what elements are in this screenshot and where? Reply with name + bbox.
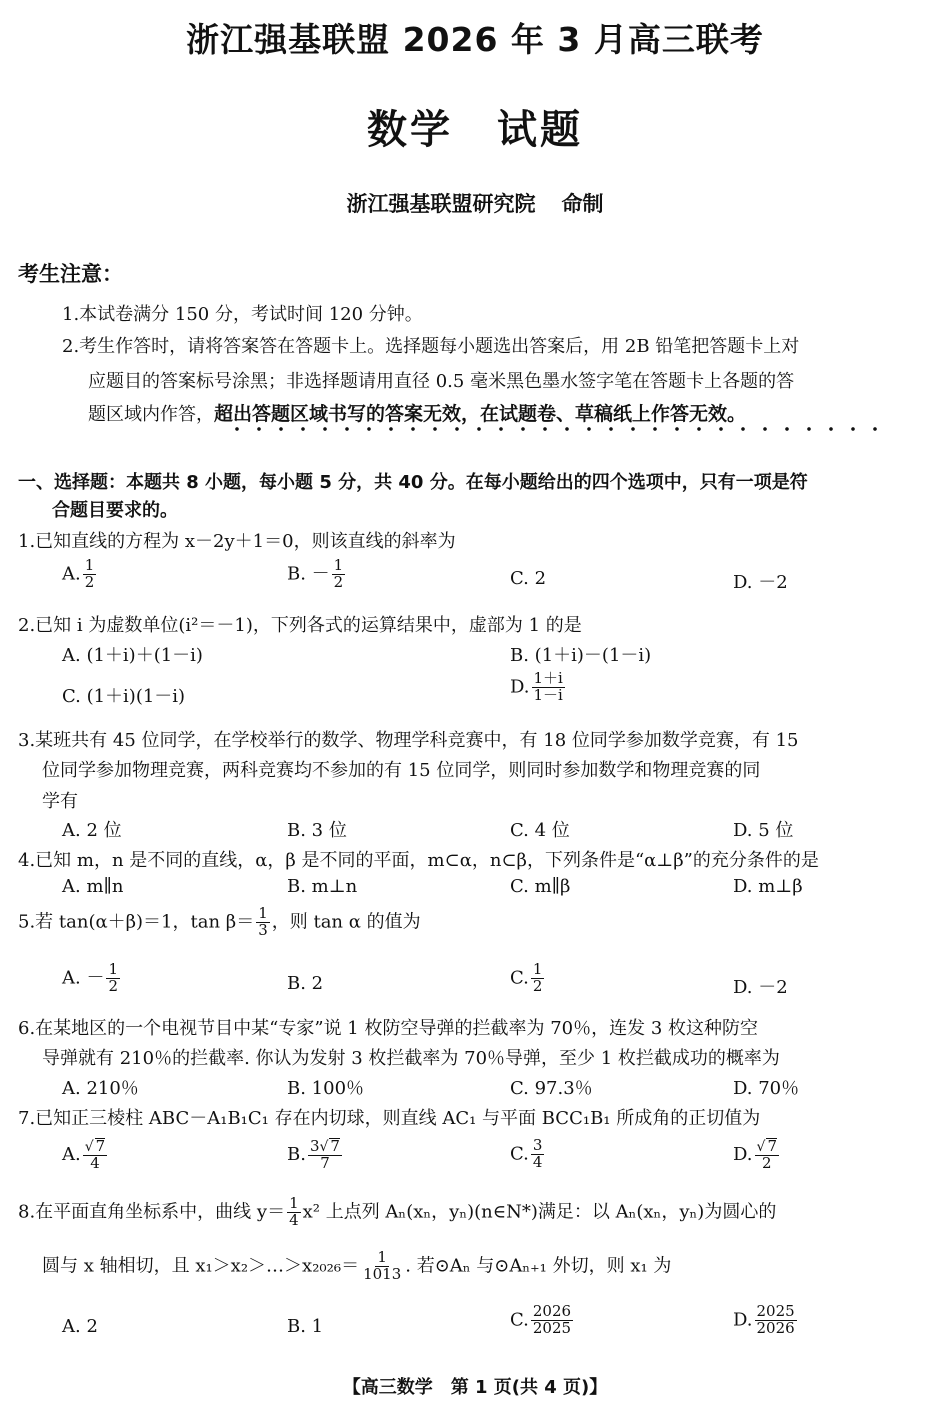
- q7-option-a: [62, 1138, 109, 1172]
- q3-line-2: 位同学参加物理竞赛，两科竞赛均不参加的有 15 位同学，则同时参加数学和物理竞赛的同: [42, 760, 761, 781]
- page-footer: 【高三数学 第 1 页(共 4 页)】: [342, 1377, 608, 1398]
- notice-item-2-line-3: [88, 399, 746, 426]
- q1-a-den: 2: [84, 572, 95, 591]
- q5-stem-den: 3: [258, 920, 268, 939]
- sqrt-symbol: √: [84, 1139, 94, 1155]
- q2-option-d: [510, 671, 567, 704]
- q7-stem: 7.已知正三棱柱 ABC－A₁B₁C₁ 存在内切球，则直线 AC₁ 与平面 BCC₁B₁ 所成角的正切值为: [18, 1108, 761, 1129]
- q7-option-d: [733, 1138, 781, 1172]
- q1-b-fraction: [332, 558, 346, 591]
- q4-option-b: B. m⊥n: [287, 876, 358, 897]
- q3-option-a: A. 2 位: [62, 820, 122, 841]
- q5-c-label: C.: [510, 967, 529, 989]
- q4-option-d: D. m⊥β: [733, 876, 803, 897]
- q8-line-2-fraction: [361, 1250, 403, 1283]
- q8-line-1-fraction: [287, 1196, 301, 1229]
- q8-line-1-num: 1: [289, 1194, 299, 1212]
- q7-b-label: B.: [287, 1143, 306, 1165]
- author-org: 浙江强基联盟研究院: [346, 192, 536, 216]
- q7-a-den: 4: [90, 1153, 100, 1172]
- q5-stem-num: 1: [258, 904, 268, 922]
- q6-option-c: C. 97.3％: [510, 1078, 593, 1099]
- q1-option-a: [62, 558, 98, 591]
- q5-a-num: 1: [108, 960, 118, 978]
- q2-option-c: C. (1＋i)(1－i): [62, 686, 186, 707]
- q2-option-a: A. (1＋i)＋(1－i): [62, 645, 203, 666]
- section-1-heading-line-2: 合题目要求的。: [52, 500, 178, 521]
- section-1-heading-line-1: 一、选择题：本题共 8 小题，每小题 5 分，共 40 分。在每小题给出的四个选项中，只有一项是符: [18, 472, 808, 493]
- q7-a-radicand: 7: [95, 1137, 106, 1155]
- q3-line-3: 学有: [42, 791, 78, 812]
- q1-b-num: 1: [333, 556, 344, 574]
- q8-line-2-pre: 圆与 x 轴相切，且 x₁＞x₂＞…＞x₂₀₂₆＝: [42, 1255, 360, 1277]
- q7-b-coef: 3: [309, 1137, 320, 1155]
- q7-d-radicand: 7: [767, 1137, 777, 1155]
- q7-c-den: 4: [532, 1152, 543, 1171]
- q4-option-c: C. m∥β: [510, 876, 571, 897]
- subject-word-a: 数学: [367, 107, 453, 153]
- q3-line-1: 3.某班共有 45 位同学，在学校举行的数学、物理学科竞赛中，有 18 位同学参加数学竞赛，有 15: [18, 730, 799, 751]
- q8-d-label: D.: [733, 1309, 753, 1331]
- q7-a-label: A.: [62, 1143, 81, 1165]
- q8-line-2: [42, 1250, 671, 1283]
- q7-a-fraction: [83, 1138, 107, 1172]
- notice-item-2-line-1: 2.考生作答时，请将答案答在答题卡上。选择题每小题选出答案后，用 2B 铅笔把答题卡上对: [62, 336, 800, 357]
- q8-line-2-den: 1013: [363, 1264, 402, 1283]
- q6-option-a: A. 210％: [62, 1078, 139, 1099]
- q7-d-fraction: [755, 1138, 779, 1172]
- q2-stem: 2.已知 i 为虚数单位(i²＝－1)，下列各式的运算结果中，虚部为 1 的是: [18, 615, 582, 636]
- q8-line-1-pre: 8.在平面直角坐标系中，曲线 y＝: [18, 1201, 286, 1223]
- q7-option-c: [510, 1138, 546, 1171]
- q6-option-d: D. 70％: [733, 1078, 800, 1099]
- q1-a-label: A.: [62, 563, 81, 585]
- q5-c-num: 1: [532, 960, 543, 978]
- q3-option-b: B. 3 位: [287, 820, 347, 841]
- emphasis-dots: [226, 426, 886, 432]
- q1-option-d: D. －2: [733, 572, 788, 593]
- subject-word-b: 试题: [497, 107, 583, 153]
- q8-d-fraction: [755, 1304, 797, 1337]
- q1-option-b: [287, 558, 347, 591]
- exam-subject: [0, 98, 950, 155]
- q8-option-a: A. 2: [62, 1316, 98, 1337]
- q3-option-d: D. 5 位: [733, 820, 794, 841]
- q5-stem-fraction: [256, 906, 270, 939]
- q8-d-den: 2026: [756, 1318, 795, 1337]
- q7-c-label: C.: [510, 1143, 529, 1165]
- q5-a-den: 2: [108, 976, 118, 995]
- exam-author: [0, 188, 950, 218]
- q5-stem-post: ，则 tan α 的值为: [271, 911, 421, 933]
- notice-item-2-line-3-text: 题区域内作答，: [88, 404, 214, 425]
- q4-stem: 4.已知 m，n 是不同的直线，α，β 是不同的平面，m⊂α，n⊂β，下列条件是“α⊥β”的充分条件的是: [18, 850, 819, 871]
- q8-d-num: 2025: [756, 1302, 795, 1320]
- q2-d-fraction: [532, 671, 565, 704]
- q7-option-b: [287, 1138, 344, 1172]
- q5-a-fraction: [106, 962, 120, 995]
- q5-option-d: D. －2: [733, 977, 788, 998]
- q8-option-b: B. 1: [287, 1316, 324, 1337]
- sqrt-symbol: √: [319, 1139, 329, 1155]
- q8-c-fraction: [531, 1304, 573, 1337]
- q5-a-label: A. －: [62, 967, 105, 989]
- q5-option-a: [62, 962, 122, 995]
- notice-item-2-line-2: 应题目的答案标号涂黑；非选择题请用直径 0.5 毫米黑色墨水签字笔在答题卡上各题的答: [88, 371, 795, 392]
- q8-line-1: [18, 1196, 776, 1229]
- q3-option-c: C. 4 位: [510, 820, 570, 841]
- q5-stem-pre: 5.若 tan(α＋β)＝1，tan β＝: [18, 911, 255, 933]
- q7-b-den: 7: [320, 1153, 330, 1172]
- notice-heading: 考生注意：: [18, 262, 123, 286]
- q1-b-label: B. －: [287, 563, 330, 585]
- q1-a-fraction: [83, 558, 97, 591]
- q6-option-b: B. 100％: [287, 1078, 365, 1099]
- q8-option-d: [733, 1304, 799, 1337]
- q6-line-2: 导弹就有 210％的拦截率. 你认为发射 3 枚拦截率为 70％导弹，至少 1 枚拦截成功的概率为: [42, 1048, 780, 1069]
- q5-option-b: B. 2: [287, 973, 324, 994]
- q2-d-den: 1－i: [533, 685, 563, 704]
- q7-d-den: 2: [761, 1153, 772, 1172]
- q7-b-radicand: 7: [330, 1137, 340, 1155]
- q5-c-fraction: [531, 962, 545, 995]
- q1-option-c: C. 2: [510, 568, 547, 589]
- q8-c-label: C.: [510, 1309, 529, 1331]
- author-role: 命制: [561, 192, 604, 216]
- q7-d-label: D.: [733, 1143, 753, 1165]
- q1-a-num: 1: [84, 556, 95, 574]
- exam-title: 浙江强基联盟 2026 年 3 月高三联考: [186, 20, 764, 59]
- q2-d-num: 1＋i: [533, 669, 563, 687]
- q5-c-den: 2: [532, 976, 543, 995]
- q1-stem: 1.已知直线的方程为 x－2y＋1＝0，则该直线的斜率为: [18, 531, 456, 552]
- q8-line-2-post: . 若⊙Aₙ 与⊙Aₙ₊₁ 外切，则 x₁ 为: [405, 1255, 672, 1277]
- q8-line-1-den: 4: [289, 1210, 299, 1229]
- q4-option-a: A. m∥n: [62, 876, 124, 897]
- q8-c-den: 2025: [532, 1318, 572, 1337]
- q7-b-fraction: [308, 1138, 342, 1172]
- q8-option-c: [510, 1304, 575, 1337]
- sqrt-symbol: √: [756, 1139, 766, 1155]
- q8-c-num: 2026: [532, 1302, 572, 1320]
- q1-b-den: 2: [333, 572, 344, 591]
- q7-c-num: 3: [532, 1136, 543, 1154]
- q2-option-b: B. (1＋i)－(1－i): [510, 645, 652, 666]
- q8-line-2-num: 1: [377, 1248, 387, 1266]
- notice-item-1: 1.本试卷满分 150 分，考试时间 120 分钟。: [62, 304, 423, 325]
- q6-line-1: 6.在某地区的一个电视节目中某“专家”说 1 枚防空导弹的拦截率为 70％，连发 3 枚这种防空: [18, 1018, 758, 1039]
- q5-stem: [18, 906, 421, 939]
- notice-emphasis: 超出答题区域书写的答案无效，在试题卷、草稿纸上作答无效。: [214, 403, 747, 425]
- q5-option-c: [510, 962, 546, 995]
- q7-c-fraction: [531, 1138, 545, 1171]
- q8-line-1-post: x² 上点列 Aₙ(xₙ，yₙ)(n∈N*)满足：以 Aₙ(xₙ，yₙ)为圆心的: [302, 1201, 777, 1223]
- q2-d-label: D.: [510, 676, 530, 698]
